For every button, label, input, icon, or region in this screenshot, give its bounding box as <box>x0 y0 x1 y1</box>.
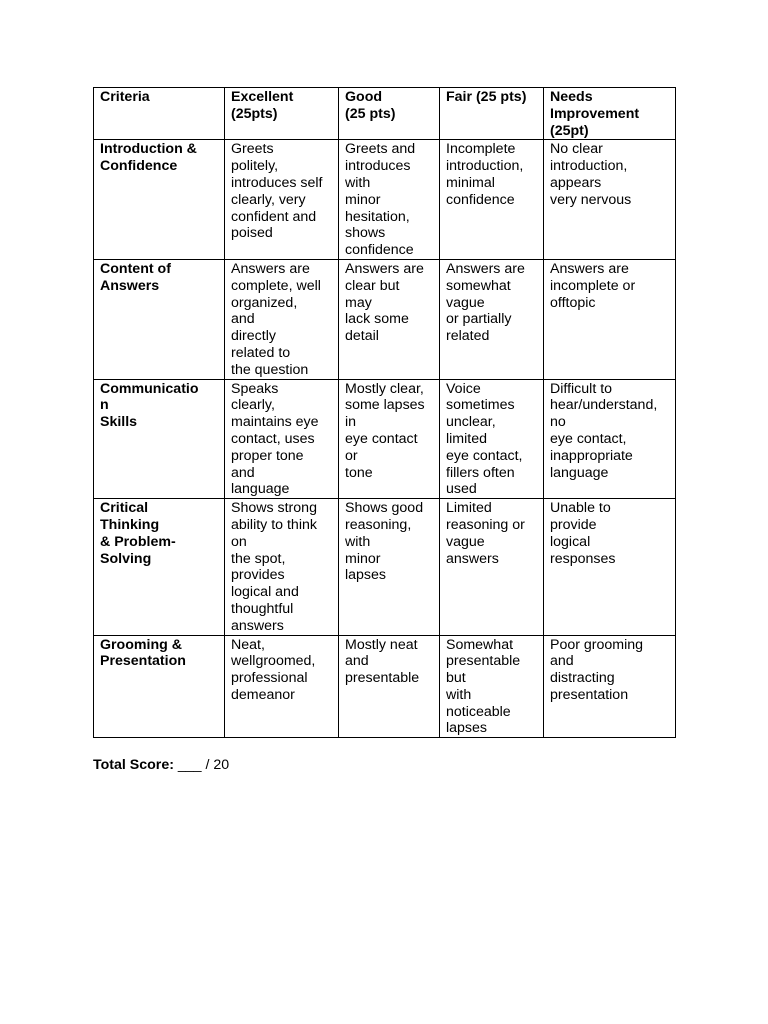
excellent-cell: Shows strong ability to think on the spot, provides logical and thoughtful answers <box>225 499 339 635</box>
excellent-cell: Speaks clearly, maintains eye contact, uses proper tone and language <box>225 379 339 499</box>
good-cell: Answers are clear but may lack some detail <box>339 259 440 379</box>
needs-improvement-cell: Unable to provide logical responses <box>544 499 676 635</box>
total-score-label: Total Score: <box>93 757 174 773</box>
criteria-cell: Grooming & Presentation <box>94 635 225 738</box>
rubric-table <box>93 87 676 738</box>
fair-cell: Limited reasoning or vague answers <box>440 499 544 635</box>
criteria-cell: Introduction & Confidence <box>94 140 225 260</box>
excellent-cell: Neat, wellgroomed, professional demeanor <box>225 635 339 738</box>
excellent-cell: Answers are complete, well organized, and directly related to the question <box>225 259 339 379</box>
header-row <box>94 88 676 140</box>
table-row <box>94 635 676 738</box>
good-cell: Mostly clear, some lapses in eye contact or tone <box>339 379 440 499</box>
good-cell: Shows good reasoning, with minor lapses <box>339 499 440 635</box>
table-row <box>94 140 676 260</box>
header-needs-improvement: Needs Improvement (25pt) <box>544 88 676 140</box>
table-row <box>94 499 676 635</box>
total-score-value: ___ / 20 <box>173 757 230 773</box>
criteria-cell: Content of Answers <box>94 259 225 379</box>
needs-improvement-cell: Poor grooming and distracting presentation <box>544 635 676 738</box>
table-row <box>94 379 676 499</box>
total-score-line <box>93 757 229 774</box>
fair-cell: Incomplete introduction, minimal confidence <box>440 140 544 260</box>
fair-cell: Somewhat presentable but with noticeable lapses <box>440 635 544 738</box>
needs-improvement-cell: Difficult to hear/understand, no eye contact, inappropriate language <box>544 379 676 499</box>
good-cell: Mostly neat and presentable <box>339 635 440 738</box>
header-excellent: Excellent (25pts) <box>225 88 339 140</box>
header-criteria: Criteria <box>94 88 225 140</box>
criteria-cell: Critical Thinking & Problem- Solving <box>94 499 225 635</box>
fair-cell: Voice sometimes unclear, limited eye contact, fillers often used <box>440 379 544 499</box>
fair-cell: Answers are somewhat vague or partially related <box>440 259 544 379</box>
criteria-cell: Communicatio n Skills <box>94 379 225 499</box>
good-cell: Greets and introduces with minor hesitation, shows confidence <box>339 140 440 260</box>
needs-improvement-cell: Answers are incomplete or offtopic <box>544 259 676 379</box>
needs-improvement-cell: No clear introduction, appears very nervous <box>544 140 676 260</box>
excellent-cell: Greets politely, introduces self clearly, very confident and poised <box>225 140 339 260</box>
header-good: Good (25 pts) <box>339 88 440 140</box>
table-row <box>94 259 676 379</box>
header-fair: Fair (25 pts) <box>440 88 544 140</box>
